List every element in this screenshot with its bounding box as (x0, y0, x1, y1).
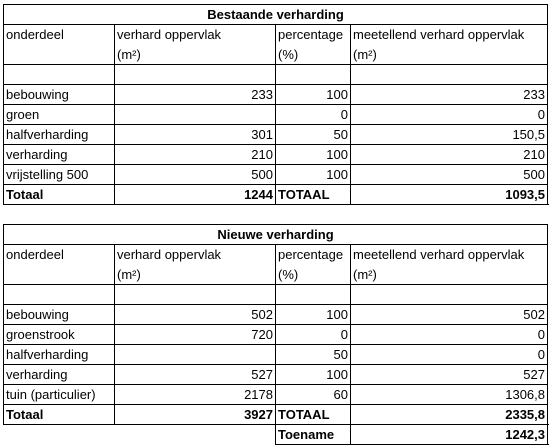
empty-cell (3, 284, 114, 304)
cell-meetellend: 500 (350, 164, 548, 184)
cell-onderdeel: halfverharding (3, 344, 114, 364)
cell-percentage: 100 (275, 304, 350, 324)
cell-percentage: 50 (275, 344, 350, 364)
empty-cell (3, 64, 114, 84)
header-row (3, 24, 548, 64)
table-row (3, 84, 548, 104)
table-title-row (3, 224, 548, 244)
cell-onderdeel: verharding (3, 144, 114, 164)
header-row (3, 244, 548, 284)
table-row (3, 304, 548, 324)
total-label-2: TOTAAL (275, 184, 350, 204)
cell-percentage: 0 (275, 104, 350, 124)
cell-meetellend: 0 (350, 344, 548, 364)
table-title: Bestaande verharding (3, 4, 548, 24)
cell-oppervlak: 527 (114, 364, 275, 384)
header-onderdeel: onderdeel (3, 244, 114, 284)
table-row (3, 384, 548, 404)
table-row (3, 144, 548, 164)
cell-meetellend: 210 (350, 144, 548, 164)
total-row (3, 404, 548, 424)
total-row (3, 184, 548, 204)
cell-oppervlak: 233 (114, 84, 275, 104)
toename-row (275, 424, 548, 444)
table-title: Nieuwe verharding (3, 224, 548, 244)
cell-oppervlak (114, 344, 275, 364)
header-verhard-oppervlak: verhard oppervlak (m²) (114, 24, 275, 64)
header-onderdeel: onderdeel (3, 24, 114, 64)
cell-percentage: 50 (275, 124, 350, 144)
toename-label: Toename (275, 424, 350, 444)
toename-bottom-border (275, 444, 549, 445)
table-title-row (3, 4, 548, 24)
table-row (3, 124, 548, 144)
empty-cell (275, 284, 350, 304)
cell-onderdeel: bebouwing (3, 304, 114, 324)
total-oppervlak: 1244 (114, 184, 275, 204)
empty-cell (114, 64, 275, 84)
cell-onderdeel: bebouwing (3, 84, 114, 104)
cell-meetellend: 1306,8 (350, 384, 548, 404)
total-oppervlak: 3927 (114, 404, 275, 424)
empty-row (3, 64, 548, 84)
cell-percentage: 100 (275, 364, 350, 384)
total-label: Totaal (3, 184, 114, 204)
cell-meetellend: 0 (350, 324, 548, 344)
empty-cell (275, 64, 350, 84)
total-meetellend: 1093,5 (350, 184, 548, 204)
cell-onderdeel: groen (3, 104, 114, 124)
toename-value: 1242,3 (350, 424, 548, 444)
cell-meetellend: 150,5 (350, 124, 548, 144)
cell-meetellend: 0 (350, 104, 548, 124)
table-bottom-border (3, 204, 549, 205)
header-meetellend: meetellend verhard oppervlak (m²) (350, 244, 548, 284)
table-row (3, 324, 548, 344)
cell-onderdeel: groenstrook (3, 324, 114, 344)
table-row (3, 344, 548, 364)
empty-cell (114, 284, 275, 304)
cell-oppervlak (114, 104, 275, 124)
cell-oppervlak: 720 (114, 324, 275, 344)
cell-oppervlak: 210 (114, 144, 275, 164)
cell-onderdeel: halfverharding (3, 124, 114, 144)
table-row (3, 364, 548, 384)
header-verhard-oppervlak: verhard oppervlak (m²) (114, 244, 275, 284)
header-percentage: percentage (%) (275, 244, 350, 284)
empty-cell (350, 284, 548, 304)
empty-row (3, 284, 548, 304)
header-meetellend: meetellend verhard oppervlak (m²) (350, 24, 548, 64)
table-row (3, 164, 548, 184)
cell-onderdeel: tuin (particulier) (3, 384, 114, 404)
cell-onderdeel: verharding (3, 364, 114, 384)
header-percentage: percentage (%) (275, 24, 350, 64)
cell-percentage: 100 (275, 84, 350, 104)
total-label: Totaal (3, 404, 114, 424)
cell-oppervlak: 301 (114, 124, 275, 144)
cell-oppervlak: 502 (114, 304, 275, 324)
cell-percentage: 100 (275, 164, 350, 184)
total-label-2: TOTAAL (275, 404, 350, 424)
cell-meetellend: 502 (350, 304, 548, 324)
cell-percentage: 60 (275, 384, 350, 404)
cell-oppervlak: 2178 (114, 384, 275, 404)
cell-meetellend: 233 (350, 84, 548, 104)
cell-onderdeel: vrijstelling 500 (3, 164, 114, 184)
total-meetellend: 2335,8 (350, 404, 548, 424)
cell-percentage: 0 (275, 324, 350, 344)
empty-cell (350, 64, 548, 84)
table-row (3, 104, 548, 124)
cell-meetellend: 527 (350, 364, 548, 384)
cell-percentage: 100 (275, 144, 350, 164)
cell-oppervlak: 500 (114, 164, 275, 184)
